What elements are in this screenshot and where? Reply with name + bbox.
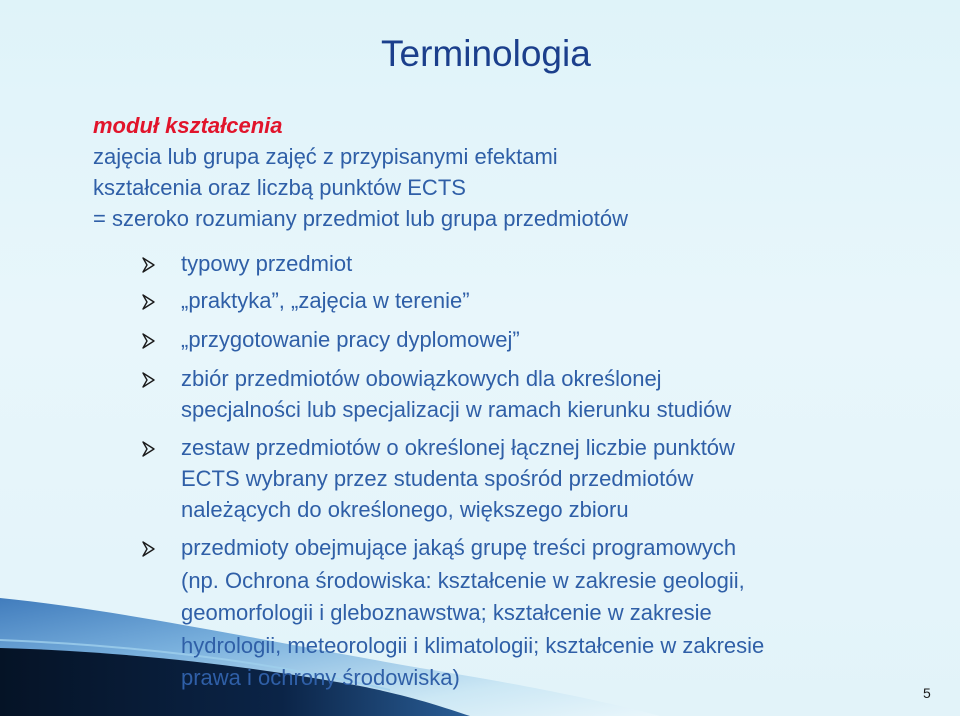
- list-item-line: należących do określonego, większego zbioru: [181, 497, 629, 522]
- list-item-text: [181, 285, 470, 316]
- slide-content: [93, 110, 913, 234]
- arrowhead-bullet-icon: [141, 369, 157, 391]
- list-item: [93, 285, 813, 316]
- list-item-line: specjalności lub specjalizacji w ramach kierunku studiów: [181, 397, 732, 422]
- list-item-text: [181, 532, 764, 695]
- list-item-line: „przygotowanie pracy dyplomowej”: [181, 327, 520, 352]
- bullet-list: [93, 248, 913, 698]
- list-item-line: „praktyka”, „zajęcia w terenie”: [181, 288, 470, 313]
- list-item-line: przedmioty obejmujące jakąś grupę treści programowych: [181, 535, 737, 560]
- list-item-line: typowy przedmiot: [181, 251, 353, 276]
- list-item-text: [181, 363, 731, 425]
- list-item: [93, 363, 813, 425]
- definition-line-1: zajęcia lub grupa zajęć z przypisanymi efektami: [93, 144, 558, 169]
- list-item-line: zestaw przedmiotów o określonej łącznej liczbie punktów: [181, 435, 735, 460]
- list-item: [93, 532, 813, 697]
- arrowhead-bullet-icon: [141, 538, 157, 560]
- list-item-line: geomorfologii i gleboznawstwa; kształcenie w zakresie: [181, 600, 712, 625]
- list-item: [93, 324, 813, 355]
- list-item-text: [181, 432, 735, 525]
- list-item-line: prawa i ochrony środowiska): [181, 665, 460, 690]
- list-item-line: hydrologii, meteorologii i klimatologii; kształcenie w zakresie: [181, 632, 765, 658]
- arrowhead-bullet-icon: [141, 438, 157, 460]
- page-number: 5: [923, 685, 931, 701]
- list-item: [93, 432, 813, 527]
- slide-title: Terminologia: [381, 33, 591, 74]
- term-heading: moduł kształcenia: [93, 113, 283, 138]
- arrowhead-bullet-icon: [141, 330, 157, 352]
- list-item-text: [181, 248, 352, 279]
- list-item-line: zbiór przedmiotów obowiązkowych dla określonej: [181, 366, 662, 391]
- arrowhead-bullet-icon: [141, 291, 157, 313]
- list-item-line: ECTS wybrany przez studenta spośród przedmiotów: [181, 466, 694, 491]
- definition-line-2: kształcenia oraz liczbą punktów ECTS: [93, 175, 466, 200]
- list-item: [93, 248, 813, 279]
- arrowhead-bullet-icon: [141, 254, 157, 276]
- list-item-text: [181, 324, 520, 355]
- definition-line-3: = szeroko rozumiany przedmiot lub grupa przedmiotów: [93, 206, 628, 231]
- list-item-line: (np. Ochrona środowiska: kształcenie w zakresie geologii,: [181, 567, 745, 593]
